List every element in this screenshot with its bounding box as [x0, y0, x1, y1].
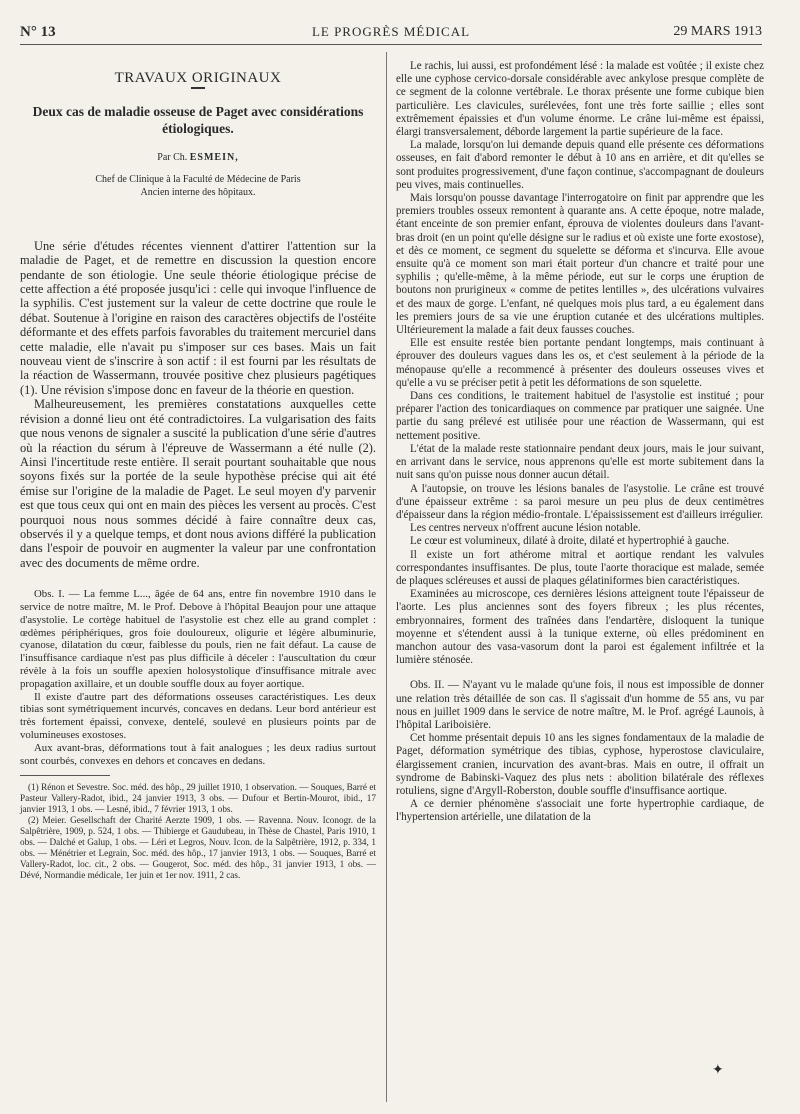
- affiliation-line: Chef de Clinique à la Faculté de Médecine de Paris: [95, 173, 301, 185]
- affiliation: [20, 173, 376, 199]
- spacer: [396, 667, 764, 679]
- end-ornament: ✦: [712, 1063, 724, 1078]
- paragraph: Elle est ensuite restée bien portante pendant longtemps, mais continuant à éprouver des douleurs vagues dans les os, et c'est seulement à la période de la ménopause qu'elle a recommencé à présenter des douleurs osseuses vives et qu'elle a vu se préciser petit à petit les déformations de son squelette.: [396, 337, 764, 389]
- issue-number: N° 13: [20, 24, 56, 40]
- title-dash: [191, 87, 205, 89]
- paragraph: A l'autopsie, on trouve les lésions banales de l'asystolie. Le crâne est trouvé d'une épaisseur extrême : sa paroi mesure un peu plus de deux centimètres d'épaisseur dans la région médio-frontale. L'épaississement est d'ailleurs irrégulier.: [396, 482, 764, 521]
- paragraph: Examinées au microscope, ces dernières lésions atteignent toute l'épaisseur de l'aorte. Les plus anciennes sont des foyers fibreux ; les plus récentes, embryonnaires, forment des traînées dans l'endartère, disloquent la tunique moyenne et s'étendent aussi à la tunique externe, où elles prédominent en manchon autour des vasa-vasorum dont la paroi est également infiltrée et la lumière sténosée.: [396, 588, 764, 667]
- paragraph: Les centres nerveux n'offrent aucune lésion notable.: [410, 522, 641, 535]
- section-title: TRAVAUX ORIGINAUX: [114, 70, 282, 86]
- paragraph: Dans ces conditions, le traitement habituel de l'asystolie est institué ; pour préparer l'action des tonicardiaques on commence par pratiquer une saignée. Une partie du sang prélevé est utilisée pour une réaction de Wassermann, qui est nettement positive.: [396, 390, 764, 442]
- paragraph: Le cœur est volumineux, dilaté à droite, dilaté et hypertrophié à gauche.: [410, 535, 730, 548]
- footnote-rule: [20, 775, 110, 776]
- paragraph: Mais lorsqu'on pousse davantage l'interrogatoire on finit par apprendre que les premiers troubles osseux remontent à quarante ans. A cette époque, notre malade, étant enceinte de son premier enfant, éprouva de violentes douleurs dans l'avant-bras droit (en un point qu'elle désigne sur le radius et où existe une forte exostose), et dès ce moment, ce segment du squelette se déforma et s'incurva. Elle avoue ensuite qu'à ce moment son mari était porteur d'un chancre et traité pour une syphilis ; qu'elle-même, à la même période, eut sur le corps une éruption de boutons non prurigineux « comme de petites lentilles », des ulcérations vulvaires et des maux de gorge. L'enfant, né quelques mois plus tard, a eu également dans les premiers jours de sa vie une éruption cutanée et des ulcérations multiples. Ultérieurement la malade a fait deux fausses couches.: [396, 192, 764, 337]
- paragraph: A ce dernier phénomène s'associait une forte hypertrophie cardiaque, de l'hypertension artérielle, une dilatation de la: [396, 798, 764, 824]
- paragraph: Obs. II. — N'ayant vu le malade qu'une fois, il nous est impossible de donner une relation très détaillée de son cas. Il s'agissait d'un homme de 55 ans, vu par nous en juillet 1909 dans le service de notre maître, M. le Prof. agrégé Launois, à l'hôpital Lariboisière.: [396, 679, 764, 731]
- paragraph: Une série d'études récentes viennent d'attirer l'attention sur la maladie de Paget, et de remettre en discussion la question encore pendante de son étiologie. Une seule théorie étiologique précise de cette affection a été proposée jusqu'ici : celle qui invoque l'influence de la syphilis. C'est justement sur la valeur de cette doctrine que roule le débat. Soutenue à l'origine en raison des caractères objectifs de l'ostéite déformante et des effets parfois favorables du traitement mercuriel dans cette maladie, elle n'avait pu s'imposer sur ces bases. Mais un fait nouveau vient de s'inscrire à son actif : il est fourni par les résultats de la réaction de Wassermann, trouvée positive chez plusieurs pagétiques (1). Une révision s'impose donc en faveur de la théorie en question.: [20, 238, 376, 397]
- footnotes: [20, 782, 376, 881]
- paragraph: L'état de la malade reste stationnaire pendant deux jours, mais le jour suivant, en arrivant dans le service, nous apprenons qu'elle est morte subitement dans la nuit sans qu'on puisse nous donner aucun détail.: [396, 442, 764, 482]
- paragraph: Malheureusement, les premières constatations auxquelles cette révision a donné lieu ont été contradictoires. La vulgarisation des faits que nous venons de signaler a suscité la publication d'une série d'autres où la réaction du sérum à l'épreuve de Wassermann a été nulle (2). Ainsi l'incertitude reste entière. Il serait pourtant souhaitable que nous soyons fixés sur la portée de la seule hypothèse précise qui ait été émise sur l'origine de la maladie de Paget. Le seul moyen d'y parvenir est que tous ceux qui ont en main des pièces les versent au procès. C'est pourquoi nous nous sommes décidé à faire connaître deux cas, observés il y a quelque temps, et dont nous avions différé la publication dans l'espoir de pouvoir en augmenter la valeur par une confrontation avec des documents de même ordre.: [20, 397, 376, 570]
- intro-text: [20, 239, 376, 570]
- issue-date: 29 MARS 1913: [673, 24, 762, 39]
- byline-prefix: Par Ch.: [157, 152, 188, 164]
- running-header: [20, 22, 762, 45]
- footnote: (2) Meier. Gesellschaft der Charité Aerzte 1909, 1 obs. — Ravenna. Nouv. Iconogr. de la Salpêtrière, 1909, p. 524, 1 obs. — Thibierge et Gaudubeau, in Thèse de Chastel, Paris 1910, 1 obs. — Dalché et Galup, 1 obs. — Léri et Legros, Nouv. Icon. de la Salpêtrière, 1912, p. 334, 1 obs. — Ménétrier et Legrain, Soc. méd. des hôp., 17 janvier 1913, 1 obs. — Souques, Barré et Vallery-Radot, loc. cit., 2 obs. — Gougerot, Soc. méd. des hôp., 31 janvier 1913, 1 obs. — Dévé, Normandie médicale, 1er juin et 1er nov. 1911, 2 cas.: [20, 815, 376, 881]
- observation-1: [20, 588, 376, 767]
- paragraph: Obs. I. — La femme L..., âgée de 64 ans, entre fin novembre 1910 dans le service de notre maître, M. le Prof. Debove à l'hôpital Beaujon pour une attaque d'asystolie. Le cortège habituel de l'asystolie est chez elle au grand complet : œdèmes périphériques, gros foie douloureux, oligurie et légère albuminurie, cyanose, dilatation du cœur, faiblesse du pouls, rien ne fait défaut. La cause de l'insuffisance cardiaque n'est pas plus difficile à déceler : l'auscultation du cœur révèle à la fois un souffle apexien holosystolique d'insuffisance mitrale avec propagation axillaire, et un double souffle doux au foyer aortique.: [20, 588, 376, 690]
- paragraph: Il existe d'autre part des déformations osseuses caractéristiques. Les deux tibias sont symétriquement incurvés, concaves en dedans. Leur bord antérieur est très fortement épaissi, convexe, dentelé, soulevé en plusieurs points par de volumineuses exostoses.: [20, 690, 376, 741]
- right-column: [396, 60, 764, 825]
- byline: [20, 151, 376, 164]
- paragraph: Il existe un fort athérome mitral et aortique rendant les valvules correspondantes insuffisantes. De plus, toute l'aorte thoracique est malade, semée de plaques scléreuses et aussi de plaques gélatiniformes bien caractéristiques.: [396, 548, 764, 587]
- author-name: ESMEIN,: [189, 152, 239, 164]
- paragraph: Aux avant-bras, déformations tout à fait analogues ; les deux radius surtout sont courbés, convexes en dehors et concaves en dedans.: [20, 741, 376, 767]
- paragraph: Cet homme présentait depuis 10 ans les signes fondamentaux de la maladie de Paget, déformation symétrique des tibias, cyphose, hyperostose claviculaire, élargissement cranien, incurvation des avant-bras. Mais en outre, il offrait un syndrome de Babinski-Vaquez des plus nets : abolition bilatérale des réflexes rotuliens, signe d'Argyll-Roberston, double souffle d'insuffisance aortique.: [396, 732, 764, 797]
- paragraph: La malade, lorsqu'on lui demande depuis quand elle présente ces déformations osseuses, en fait d'abord remonter le début à 10 ans en arrière, et dit qu'elles se sont produites progressivement, d'une façon continue, s'accompagnant de douleurs peu vives, mais continuelles.: [396, 139, 764, 191]
- affiliation-line: Ancien interne des hôpitaux.: [140, 186, 256, 198]
- paragraph: Le rachis, lui aussi, est profondément lésé : la malade est voûtée ; il existe chez elle une cyphose cervico-dorsale considérable avec ankylose presque complète de ce segment de la colonne vertébrale. Le thorax présente une forme cubique bien particulière. Les clavicules, surélevées, font une très forte saillie ; elles sont extrêmement épaissies et d'un volume énorme. Le crâne lui-même est épaissi, élargi transversalement, déborde largement la partie supérieure de la face.: [396, 60, 764, 139]
- column-divider: [386, 52, 387, 1102]
- footnote: (1) Rénon et Sevestre. Soc. méd. des hôp., 29 juillet 1910, 1 observation. — Souques, Barré et Pasteur Vallery-Radot, ibid., 24 janvier 1913, 3 obs. — Dufour et Bertin-Mourot, ibid., 17 janvier 1913, 1 obs. — Lesné, ibid., 7 février 1913, 1 obs.: [20, 782, 376, 815]
- journal-title: LE PROGRÈS MÉDICAL: [311, 24, 471, 39]
- article-title: Deux cas de maladie osseuse de Paget avec considérations étiologiques.: [32, 104, 364, 137]
- left-column: [20, 60, 376, 881]
